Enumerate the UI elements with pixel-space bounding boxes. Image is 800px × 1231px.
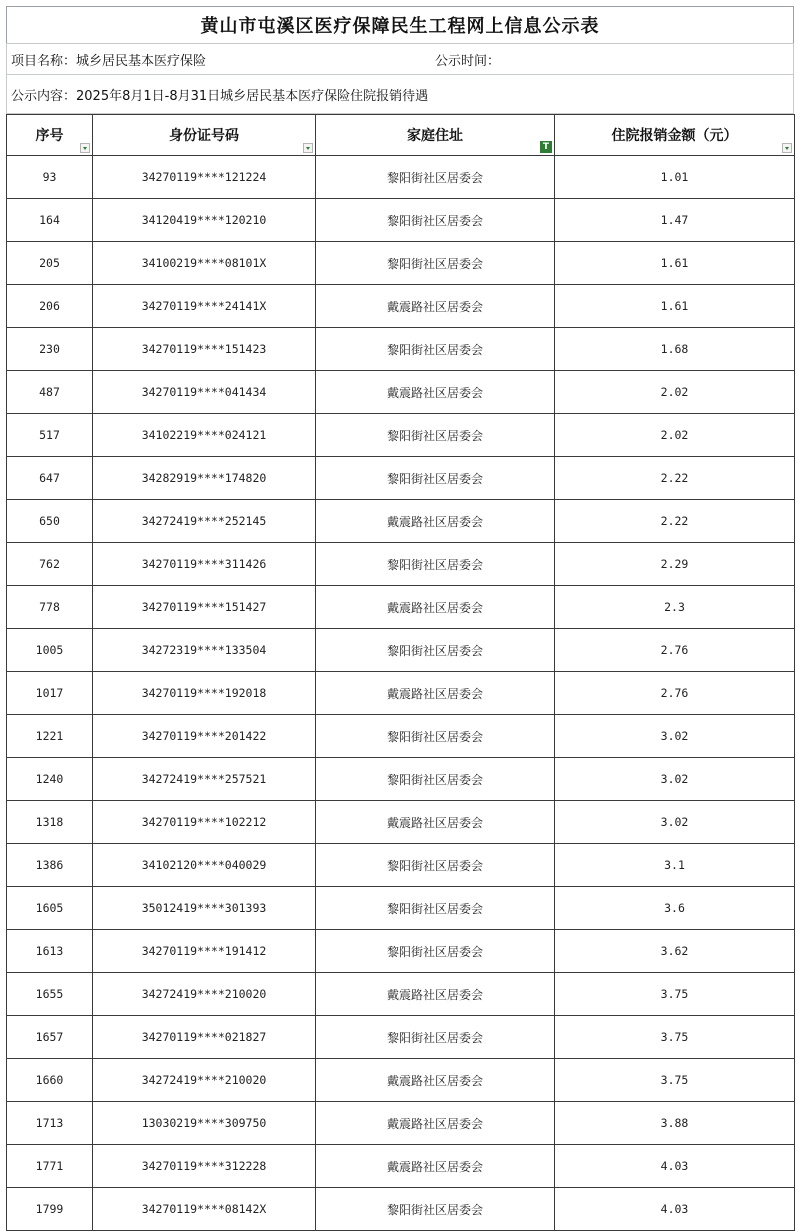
table-row <box>7 414 795 457</box>
cell-amount[interactable]: 4.03 <box>555 1145 795 1188</box>
cell-id[interactable]: 34272419****210020 <box>93 1059 316 1102</box>
cell-seq[interactable]: 93 <box>7 156 93 199</box>
table-row <box>7 629 795 672</box>
cell-amount[interactable]: 2.29 <box>555 543 795 586</box>
cell-amount[interactable]: 4.03 <box>555 1188 795 1231</box>
cell-amount[interactable]: 1.61 <box>555 285 795 328</box>
header-amount-label: 住院报销金额（元） <box>611 128 738 144</box>
cell-amount[interactable]: 3.75 <box>555 1016 795 1059</box>
cell-address[interactable]: 戴震路社区居委会 <box>316 371 555 414</box>
cell-id[interactable]: 34282919****174820 <box>93 457 316 500</box>
cell-seq[interactable]: 1605 <box>7 887 93 930</box>
cell-address[interactable]: 黎阳街社区居委会 <box>316 887 555 930</box>
cell-amount[interactable]: 3.1 <box>555 844 795 887</box>
cell-seq[interactable]: 1240 <box>7 758 93 801</box>
project-info-row <box>6 43 794 74</box>
filter-active-icon[interactable]: T <box>540 141 552 153</box>
table-row <box>7 371 795 414</box>
cell-address[interactable]: 戴震路社区居委会 <box>316 285 555 328</box>
cell-amount[interactable]: 3.02 <box>555 758 795 801</box>
cell-address[interactable]: 黎阳街社区居委会 <box>316 930 555 973</box>
project-label: 项目名称：城乡居民基本医疗保险 <box>11 53 207 69</box>
cell-address[interactable]: 黎阳街社区居委会 <box>316 715 555 758</box>
cell-amount[interactable]: 2.76 <box>555 672 795 715</box>
content-info-row <box>6 74 794 113</box>
cell-address[interactable]: 黎阳街社区居委会 <box>316 629 555 672</box>
cell-address[interactable]: 黎阳街社区居委会 <box>316 457 555 500</box>
table-row <box>7 672 795 715</box>
cell-address[interactable]: 黎阳街社区居委会 <box>316 328 555 371</box>
cell-seq[interactable]: 1613 <box>7 930 93 973</box>
header-id-label: 身份证号码 <box>169 128 239 144</box>
page-title: 黄山市屯溪区医疗保障民生工程网上信息公示表 <box>6 6 794 43</box>
cell-id[interactable]: 34270119****151427 <box>93 586 316 629</box>
cell-id[interactable]: 34102219****024121 <box>93 414 316 457</box>
cell-id[interactable]: 34270119****021827 <box>93 1016 316 1059</box>
cell-id[interactable]: 34102120****040029 <box>93 844 316 887</box>
cell-amount[interactable]: 3.75 <box>555 1059 795 1102</box>
cell-amount[interactable]: 3.62 <box>555 930 795 973</box>
cell-seq[interactable]: 1655 <box>7 973 93 1016</box>
header-seq-label: 序号 <box>35 128 64 144</box>
cell-amount[interactable]: 3.75 <box>555 973 795 1016</box>
cell-seq[interactable]: 230 <box>7 328 93 371</box>
table-row <box>7 1016 795 1059</box>
table-row <box>7 457 795 500</box>
table-row <box>7 973 795 1016</box>
cell-address[interactable]: 黎阳街社区居委会 <box>316 414 555 457</box>
table-row <box>7 844 795 887</box>
table-row <box>7 328 795 371</box>
cell-address[interactable]: 黎阳街社区居委会 <box>316 758 555 801</box>
cell-amount[interactable]: 1.01 <box>555 156 795 199</box>
cell-amount[interactable]: 3.02 <box>555 715 795 758</box>
cell-address[interactable]: 戴震路社区居委会 <box>316 500 555 543</box>
cell-seq[interactable]: 1017 <box>7 672 93 715</box>
cell-id[interactable]: 34270119****151423 <box>93 328 316 371</box>
table-row <box>7 543 795 586</box>
cell-seq[interactable]: 1771 <box>7 1145 93 1188</box>
table-row <box>7 199 795 242</box>
cell-id[interactable]: 34120419****120210 <box>93 199 316 242</box>
table-row <box>7 801 795 844</box>
cell-amount[interactable]: 2.02 <box>555 414 795 457</box>
cell-seq[interactable]: 762 <box>7 543 93 586</box>
table-row <box>7 1145 795 1188</box>
cell-id[interactable]: 34270119****121224 <box>93 156 316 199</box>
cell-address[interactable]: 黎阳街社区居委会 <box>316 543 555 586</box>
table-row <box>7 930 795 973</box>
table-row <box>7 242 795 285</box>
dropdown-arrow-icon[interactable] <box>80 143 90 153</box>
header-id <box>93 115 316 156</box>
cell-address[interactable]: 黎阳街社区居委会 <box>316 199 555 242</box>
cell-seq[interactable]: 205 <box>7 242 93 285</box>
cell-address[interactable]: 戴震路社区居委会 <box>316 973 555 1016</box>
cell-address[interactable]: 戴震路社区居委会 <box>316 1102 555 1145</box>
publish-time-label: 公示时间： <box>435 53 501 69</box>
table-body <box>7 156 795 1231</box>
cell-seq[interactable]: 206 <box>7 285 93 328</box>
cell-id[interactable]: 35012419****301393 <box>93 887 316 930</box>
table-row <box>7 285 795 328</box>
header-address <box>316 115 555 156</box>
header-seq <box>7 115 93 156</box>
cell-id[interactable]: 34272419****257521 <box>93 758 316 801</box>
cell-seq[interactable]: 650 <box>7 500 93 543</box>
cell-id[interactable]: 34270119****192018 <box>93 672 316 715</box>
dropdown-arrow-icon[interactable] <box>782 143 792 153</box>
cell-amount[interactable]: 1.68 <box>555 328 795 371</box>
cell-amount[interactable]: 3.02 <box>555 801 795 844</box>
cell-amount[interactable]: 2.76 <box>555 629 795 672</box>
table-row <box>7 1188 795 1231</box>
cell-address[interactable]: 黎阳街社区居委会 <box>316 156 555 199</box>
cell-seq[interactable]: 1713 <box>7 1102 93 1145</box>
cell-amount[interactable]: 2.22 <box>555 457 795 500</box>
cell-id[interactable]: 34270119****201422 <box>93 715 316 758</box>
table-row <box>7 715 795 758</box>
cell-id[interactable]: 34270119****08142X <box>93 1188 316 1231</box>
table-row <box>7 586 795 629</box>
cell-address[interactable]: 戴震路社区居委会 <box>316 672 555 715</box>
table-row <box>7 1059 795 1102</box>
cell-id[interactable]: 34272419****210020 <box>93 973 316 1016</box>
cell-address[interactable]: 戴震路社区居委会 <box>316 1145 555 1188</box>
dropdown-arrow-icon[interactable] <box>303 143 313 153</box>
cell-seq[interactable]: 1660 <box>7 1059 93 1102</box>
cell-amount[interactable]: 2.3 <box>555 586 795 629</box>
cell-address[interactable]: 戴震路社区居委会 <box>316 801 555 844</box>
cell-seq[interactable]: 164 <box>7 199 93 242</box>
cell-address[interactable]: 黎阳街社区居委会 <box>316 1188 555 1231</box>
cell-amount[interactable]: 1.47 <box>555 199 795 242</box>
cell-seq[interactable]: 1005 <box>7 629 93 672</box>
header-amount <box>555 115 795 156</box>
cell-id[interactable]: 34270119****24141X <box>93 285 316 328</box>
cell-seq[interactable]: 1221 <box>7 715 93 758</box>
cell-id[interactable]: 34100219****08101X <box>93 242 316 285</box>
table-row <box>7 156 795 199</box>
cell-amount[interactable]: 3.88 <box>555 1102 795 1145</box>
table-row <box>7 887 795 930</box>
cell-id[interactable]: 34270119****191412 <box>93 930 316 973</box>
cell-seq[interactable]: 517 <box>7 414 93 457</box>
cell-amount[interactable]: 2.02 <box>555 371 795 414</box>
cell-amount[interactable]: 1.61 <box>555 242 795 285</box>
data-table <box>6 114 795 1231</box>
cell-address[interactable]: 戴震路社区居委会 <box>316 586 555 629</box>
table-row <box>7 500 795 543</box>
cell-seq[interactable]: 1386 <box>7 844 93 887</box>
cell-id[interactable]: 34270119****102212 <box>93 801 316 844</box>
cell-id[interactable]: 34270119****041434 <box>93 371 316 414</box>
content-label: 公示内容：2025年8月1日-8月31日城乡居民基本医疗保险住院报销待遇 <box>11 88 429 104</box>
spreadsheet <box>6 6 794 1231</box>
cell-address[interactable]: 黎阳街社区居委会 <box>316 844 555 887</box>
cell-amount[interactable]: 2.22 <box>555 500 795 543</box>
cell-id[interactable]: 34270119****311426 <box>93 543 316 586</box>
cell-id[interactable]: 34272319****133504 <box>93 629 316 672</box>
cell-address[interactable]: 戴震路社区居委会 <box>316 1059 555 1102</box>
cell-seq[interactable]: 1318 <box>7 801 93 844</box>
cell-id[interactable]: 34270119****312228 <box>93 1145 316 1188</box>
table-row <box>7 1102 795 1145</box>
cell-seq[interactable]: 647 <box>7 457 93 500</box>
header-address-label: 家庭住址 <box>407 128 463 144</box>
header-row <box>7 115 795 156</box>
cell-seq[interactable]: 487 <box>7 371 93 414</box>
table-row <box>7 758 795 801</box>
cell-seq[interactable]: 1657 <box>7 1016 93 1059</box>
cell-id[interactable]: 34272419****252145 <box>93 500 316 543</box>
cell-address[interactable]: 黎阳街社区居委会 <box>316 1016 555 1059</box>
cell-id[interactable]: 13030219****309750 <box>93 1102 316 1145</box>
cell-amount[interactable]: 3.6 <box>555 887 795 930</box>
cell-address[interactable]: 黎阳街社区居委会 <box>316 242 555 285</box>
cell-seq[interactable]: 1799 <box>7 1188 93 1231</box>
cell-seq[interactable]: 778 <box>7 586 93 629</box>
